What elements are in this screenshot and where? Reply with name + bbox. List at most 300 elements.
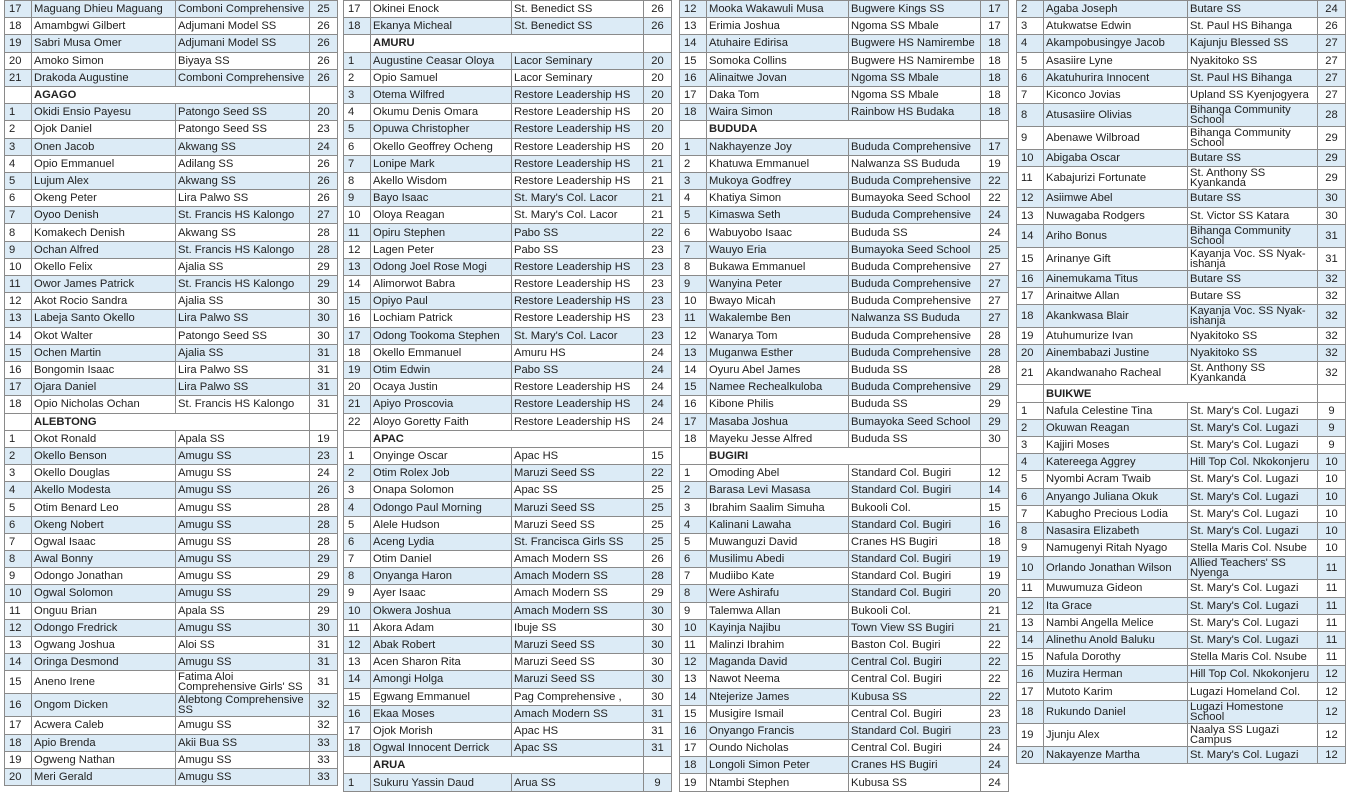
score-cell: 26 [644,1,672,18]
score-cell: 24 [310,138,338,155]
score-cell: 23 [644,327,672,344]
table-row [344,447,672,464]
district-header-spacer [344,35,371,52]
student-name: Atusasiire Olivias [1044,104,1188,127]
school-name: Kayanja Voc. SS Nyak-ishanja [1188,247,1318,270]
student-name: Atukwatse Edwin [1044,18,1188,35]
rank-cell: 9 [5,241,32,258]
student-name: Atuhaire Edirisa [707,35,849,52]
rank-cell: 20 [344,379,371,396]
school-name: Restore Leadership HS [512,155,644,172]
score-cell: 24 [981,774,1009,791]
school-name: Amach Modern SS [512,705,644,722]
rank-cell: 17 [5,1,32,18]
score-cell: 31 [310,636,338,653]
school-name: Butare SS [1188,287,1318,304]
score-cell: 30 [310,293,338,310]
rank-cell: 5 [680,533,707,550]
score-cell: 31 [310,379,338,396]
student-name: Okeng Peter [32,190,176,207]
rank-cell: 2 [680,482,707,499]
score-cell: 27 [981,310,1009,327]
student-name: Nambi Angella Melice [1044,614,1188,631]
school-name: Bugwere Kings SS [849,1,981,18]
student-name: Okwera Joshua [371,602,512,619]
rank-cell: 11 [5,276,32,293]
score-cell: 22 [981,190,1009,207]
table-row [344,52,672,69]
table-row [1017,419,1346,436]
school-name: Butare SS [1188,190,1318,207]
rank-cell: 7 [344,155,371,172]
table-row [680,533,1009,550]
rank-cell: 10 [344,602,371,619]
table-row [344,69,672,86]
table-row [344,190,672,207]
rank-cell: 14 [680,688,707,705]
school-name: Amach Modern SS [512,568,644,585]
table-row [344,671,672,688]
student-name: Lagen Peter [371,241,512,258]
score-cell: 27 [1318,35,1346,52]
rank-cell: 14 [5,654,32,671]
rank-cell: 15 [680,52,707,69]
rank-cell: 16 [680,69,707,86]
table-row [5,241,338,258]
rank-cell: 3 [680,499,707,516]
score-cell: 16 [981,516,1009,533]
rank-cell: 15 [5,671,32,694]
district-header [344,35,672,52]
student-name: Okuwan Reagan [1044,419,1188,436]
table-row [344,688,672,705]
student-name: Kajjiri Moses [1044,437,1188,454]
score-cell: 12 [1318,723,1346,746]
score-cell: 18 [981,104,1009,121]
student-name: Oyuru Abel James [707,361,849,378]
score-cell: 28 [310,533,338,550]
student-name: Okeng Nobert [32,516,176,533]
rank-cell: 14 [680,361,707,378]
table-row [680,86,1009,103]
district-header [680,447,1009,464]
score-cell: 27 [1318,86,1346,103]
student-name: Okello Emmanuel [371,344,512,361]
student-name: Alimorwot Babra [371,276,512,293]
student-name: Egwang Emmanuel [371,688,512,705]
school-name: Maruzi Seed SS [512,465,644,482]
rank-cell: 13 [344,654,371,671]
table-row [1017,746,1346,763]
rank-cell: 18 [680,757,707,774]
score-cell: 24 [644,396,672,413]
score-cell: 32 [310,717,338,734]
school-name: Central Col. Bugiri [849,671,981,688]
table-row [1017,723,1346,746]
school-name: Bihanga Community School [1188,127,1318,150]
school-name: Adjumani Model SS [176,18,310,35]
rank-cell: 16 [680,722,707,739]
table-row [680,293,1009,310]
score-cell: 20 [644,104,672,121]
table-row [344,413,672,430]
table-row [344,293,672,310]
rank-cell: 13 [680,344,707,361]
school-name: Lira Palwo SS [176,310,310,327]
rank-cell: 17 [1017,683,1044,700]
student-name: Odongo Fredrick [32,619,176,636]
student-name: Acen Sharon Rita [371,654,512,671]
score-cell: 26 [310,18,338,35]
school-name: Amuru HS [512,344,644,361]
table-row [680,344,1009,361]
table-row [680,396,1009,413]
rank-cell: 17 [344,1,371,18]
table-row [680,636,1009,653]
student-name: Were Ashirafu [707,585,849,602]
score-cell: 29 [1318,150,1346,167]
score-cell: 30 [644,619,672,636]
school-name: Hill Top Col. Nkokonjeru [1188,454,1318,471]
score-cell: 25 [310,1,338,18]
school-name: St. Mary's Col. Lugazi [1188,746,1318,763]
table-row [680,705,1009,722]
rank-cell: 9 [344,585,371,602]
score-cell: 12 [1318,746,1346,763]
score-cell: 28 [644,568,672,585]
rank-cell: 9 [680,602,707,619]
table-row [1017,224,1346,247]
rank-cell: 11 [344,619,371,636]
score-cell: 32 [1318,345,1346,362]
table-row [1017,345,1346,362]
school-name: Rainbow HS Budaka [849,104,981,121]
score-cell: 21 [981,602,1009,619]
score-cell: 32 [1318,305,1346,328]
score-cell: 22 [981,654,1009,671]
table-row [5,104,338,121]
school-name: Central Col. Bugiri [849,654,981,671]
school-name: Maruzi Seed SS [512,499,644,516]
student-name: Lochiam Patrick [371,310,512,327]
table-row [344,361,672,378]
table-row [1017,649,1346,666]
rank-cell: 14 [1017,224,1044,247]
table-row [5,533,338,550]
school-name: Restore Leadership HS [512,86,644,103]
student-name: Atuhumurize Ivan [1044,328,1188,345]
table-row [5,671,338,694]
table-row [680,722,1009,739]
rank-cell: 13 [680,671,707,688]
student-name: Amoko Simon [32,52,176,69]
school-name: Restore Leadership HS [512,379,644,396]
school-name: Amugu SS [176,568,310,585]
score-cell: 11 [1318,557,1346,580]
table-row [1017,614,1346,631]
score-cell: 29 [310,602,338,619]
school-name: Stella Maris Col. Nsube [1188,540,1318,557]
score-cell: 29 [644,585,672,602]
school-name: Maruzi Seed SS [512,516,644,533]
rank-cell: 6 [344,138,371,155]
school-name: St. Mary's Col. Lugazi [1188,471,1318,488]
score-cell: 32 [1318,362,1346,385]
table-row [344,636,672,653]
school-name: Maruzi Seed SS [512,636,644,653]
table-row [344,619,672,636]
student-name: Apiyo Proscovia [371,396,512,413]
rank-cell: 8 [344,568,371,585]
table-row [1017,666,1346,683]
rank-cell: 16 [5,694,32,717]
school-name: Ngoma SS Mbale [849,86,981,103]
table-row [5,619,338,636]
score-cell: 29 [981,413,1009,430]
rank-cell: 1 [344,447,371,464]
score-cell: 10 [1318,454,1346,471]
score-cell: 12 [1318,700,1346,723]
score-cell: 20 [981,585,1009,602]
school-name: St. Francis HS Kalongo [176,207,310,224]
school-name: Kubusa SS [849,688,981,705]
school-name: Restore Leadership HS [512,276,644,293]
score-cell: 20 [644,138,672,155]
student-name: Asiimwe Abel [1044,190,1188,207]
table-row [344,207,672,224]
student-name: Awal Bonny [32,551,176,568]
table-row [5,751,338,768]
table-row [680,190,1009,207]
rank-cell: 10 [5,258,32,275]
student-name: Ojara Daniel [32,379,176,396]
rank-cell: 12 [344,241,371,258]
student-name: Ogweng Nathan [32,751,176,768]
rank-cell: 3 [1017,437,1044,454]
score-cell: 31 [1318,247,1346,270]
table-row [5,258,338,275]
score-cell: 31 [310,344,338,361]
rank-cell: 1 [5,430,32,447]
table-row [680,602,1009,619]
score-cell: 22 [981,671,1009,688]
school-name: Patongo Seed SS [176,121,310,138]
table-row [344,104,672,121]
rank-cell: 7 [680,241,707,258]
rank-cell: 9 [1017,540,1044,557]
student-name: Kayinja Najibu [707,619,849,636]
student-name: Abenawe Wilbroad [1044,127,1188,150]
student-name: Akatuhurira Innocent [1044,69,1188,86]
rank-cell: 11 [1017,580,1044,597]
school-name: Restore Leadership HS [512,104,644,121]
table-row [5,327,338,344]
score-cell: 30 [1318,190,1346,207]
school-name: St. Paul HS Bihanga [1188,18,1318,35]
school-name: St. Benedict SS [512,1,644,18]
rank-cell: 1 [1017,402,1044,419]
school-name: St. Mary's Col. Lugazi [1188,631,1318,648]
table-row [680,361,1009,378]
student-name: Wanyina Peter [707,276,849,293]
student-name: Musigire Ismail [707,705,849,722]
table-row [344,585,672,602]
table-row [1017,402,1346,419]
school-name: St. Mary's Col. Lugazi [1188,505,1318,522]
student-name: Ekaa Moses [371,705,512,722]
rank-cell: 11 [680,310,707,327]
rank-cell: 15 [680,379,707,396]
student-name: Aceng Lydia [371,533,512,550]
table-row [5,121,338,138]
rank-cell: 16 [680,396,707,413]
table-row [1017,150,1346,167]
student-name: Alinethu Anold Baluku [1044,631,1188,648]
school-name: Amach Modern SS [512,551,644,568]
table-row [680,379,1009,396]
table-row [344,138,672,155]
score-cell: 24 [1318,1,1346,18]
rank-cell: 17 [680,86,707,103]
school-name: St. Francis HS Kalongo [176,276,310,293]
student-name: Kibone Philis [707,396,849,413]
table-row [344,224,672,241]
rank-cell: 18 [344,18,371,35]
school-name: Baston Col. Bugiri [849,636,981,653]
rank-cell: 3 [344,86,371,103]
score-cell: 10 [1318,540,1346,557]
rank-cell: 18 [5,18,32,35]
school-name: Maruzi Seed SS [512,671,644,688]
score-cell: 20 [644,52,672,69]
school-name: Fatima Aloi Comprehensive Girls' SS [176,671,310,694]
student-name: Oyoo Denish [32,207,176,224]
score-cell: 32 [1318,287,1346,304]
rank-cell: 6 [1017,69,1044,86]
rank-cell: 15 [680,705,707,722]
table-row [5,155,338,172]
school-name: Standard Col. Bugiri [849,482,981,499]
score-cell: 23 [644,241,672,258]
score-cell: 23 [981,722,1009,739]
rank-cell: 13 [1017,614,1044,631]
student-name: Odong Tookoma Stephen [371,327,512,344]
rank-cell: 7 [680,568,707,585]
table-row [1017,700,1346,723]
rank-cell: 13 [344,258,371,275]
score-cell: 11 [1318,631,1346,648]
table-row [5,499,338,516]
district-name: ALEBTONG [32,413,310,430]
table-row [1017,190,1346,207]
table-row [1017,287,1346,304]
score-cell: 27 [310,207,338,224]
school-name: St. Mary's Col. Lugazi [1188,488,1318,505]
score-cell: 24 [981,224,1009,241]
school-name: St. Victor SS Katara [1188,207,1318,224]
rank-cell: 18 [5,734,32,751]
student-name: Kabugho Precious Lodia [1044,505,1188,522]
rank-cell: 8 [680,258,707,275]
score-cell: 22 [981,688,1009,705]
table-row [5,52,338,69]
school-name: St. Mary's Col. Lacor [512,207,644,224]
school-name: Butare SS [1188,150,1318,167]
student-name: Komakech Denish [32,224,176,241]
table-row [1017,127,1346,150]
score-cell: 24 [981,740,1009,757]
score-cell: 27 [1318,52,1346,69]
school-name: Nalwanza SS Bududa [849,155,981,172]
table-row [344,344,672,361]
score-cell: 9 [644,774,672,791]
score-cell: 31 [644,722,672,739]
table-row [680,413,1009,430]
school-name: Adilang SS [176,155,310,172]
school-name: St. Mary's Col. Lugazi [1188,580,1318,597]
rank-cell: 20 [1017,746,1044,763]
school-name: Amugu SS [176,533,310,550]
score-cell: 17 [981,18,1009,35]
table-row [1017,305,1346,328]
district-header-spacer [680,447,707,464]
student-name: Muwanguzi David [707,533,849,550]
score-cell: 18 [981,35,1009,52]
score-cell: 28 [981,327,1009,344]
score-cell: 22 [644,465,672,482]
table-row [680,258,1009,275]
student-name: Nawot Neema [707,671,849,688]
table-row [344,499,672,516]
table-row [344,327,672,344]
rank-cell: 20 [5,52,32,69]
table-row [5,361,338,378]
table-row [1017,167,1346,190]
student-name: Nafula Celestine Tina [1044,402,1188,419]
student-name: Anyango Juliana Okuk [1044,488,1188,505]
student-name: Wanarya Tom [707,327,849,344]
rank-cell: 10 [1017,557,1044,580]
rank-cell: 4 [1017,454,1044,471]
score-cell: 23 [644,310,672,327]
school-name: Bududa SS [849,430,981,447]
score-cell: 28 [310,224,338,241]
table-row [680,654,1009,671]
table-row [680,69,1009,86]
student-name: Opio Samuel [371,69,512,86]
school-name: Lira Palwo SS [176,379,310,396]
rank-cell: 17 [1017,287,1044,304]
table-row [5,430,338,447]
school-name: Standard Col. Bugiri [849,551,981,568]
table-row [1017,207,1346,224]
district-name: AGAGO [32,86,310,103]
student-name: Okello Felix [32,258,176,275]
school-name: Restore Leadership HS [512,172,644,189]
table-row [1017,18,1346,35]
student-name: Odongo Jonathan [32,568,176,585]
table-row [680,516,1009,533]
rank-cell: 11 [344,224,371,241]
rank-cell: 17 [680,413,707,430]
table-row [680,774,1009,791]
school-name: Amugu SS [176,585,310,602]
table-row [680,155,1009,172]
student-name: Ainembabazi Justine [1044,345,1188,362]
rank-cell: 4 [5,482,32,499]
table-row [5,310,338,327]
rank-cell: 17 [680,740,707,757]
